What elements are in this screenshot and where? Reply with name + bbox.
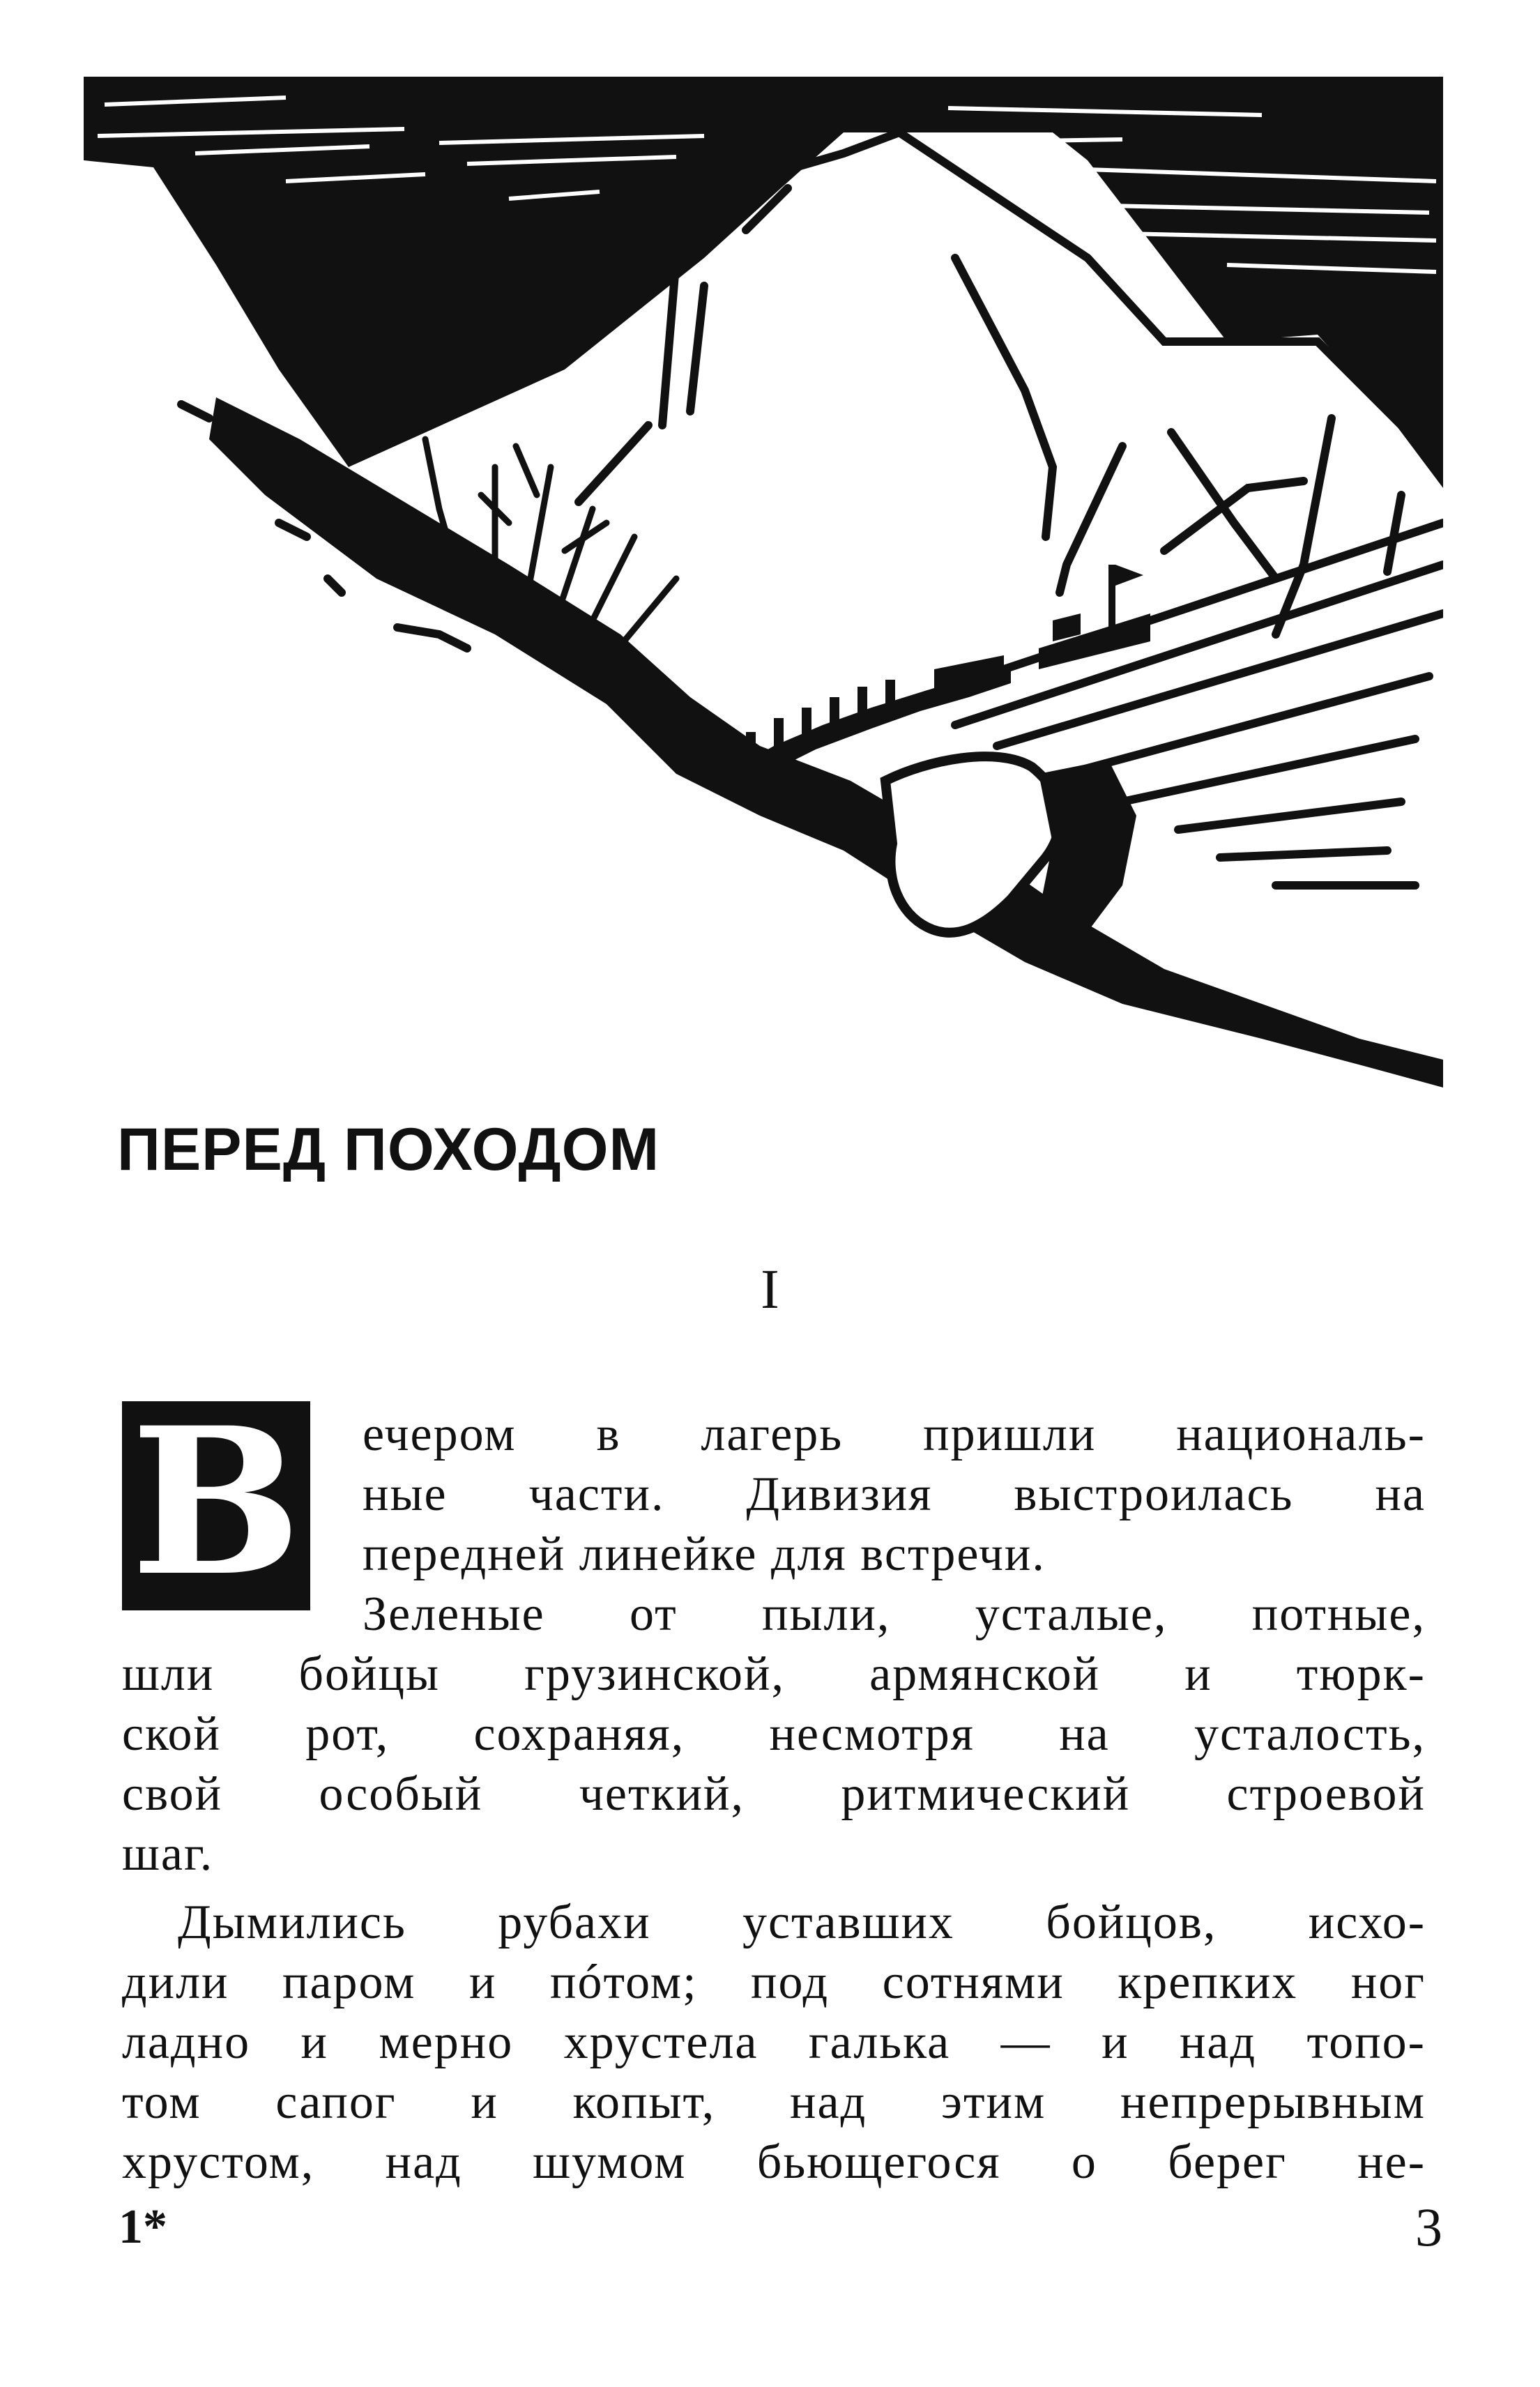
text-line: Зеленые от пыли, усталые, потные, bbox=[363, 1587, 1426, 1641]
text-line: Дымились рубахи уставших бойцов, исхо- bbox=[178, 1896, 1426, 1949]
text-line: хрустом, над шумом бьющегося о берег не- bbox=[122, 2135, 1426, 2189]
text-line: свой особый четкий, ритмический строевой bbox=[122, 1767, 1426, 1821]
drop-cap-letter: В bbox=[130, 1401, 302, 1610]
text-line: передней линейке для встречи. bbox=[363, 1527, 1046, 1581]
text-line: дили паром и пóтом; под сотнями крепких ног bbox=[122, 1955, 1426, 2009]
section-number: I bbox=[761, 1259, 779, 1320]
text-line: шаг. bbox=[122, 1827, 214, 1881]
chapter-title: ПЕРЕД ПОХОДОМ bbox=[117, 1116, 660, 1183]
drop-cap bbox=[122, 1401, 310, 1610]
text-line: ные части. Дивизия выстроилась на bbox=[363, 1467, 1426, 1521]
night-sky bbox=[84, 77, 1443, 488]
text-line: шли бойцы грузинской, армянской и тюрк- bbox=[122, 1647, 1426, 1701]
rock-shadow bbox=[1039, 760, 1136, 941]
text-line: ечером в лагерь пришли националь- bbox=[363, 1408, 1426, 1461]
mountain-illustration bbox=[77, 77, 1443, 1088]
text-line: ской рот, сохраняя, несмотря на усталость, bbox=[122, 1707, 1426, 1761]
text-line: том сапог и копыт, над этим непрерывным bbox=[122, 2075, 1426, 2129]
signature-mark: 1* bbox=[119, 2200, 167, 2254]
page-number: 3 bbox=[1415, 2197, 1442, 2257]
text-line: ладно и мерно хрустела галька — и над топо- bbox=[122, 2015, 1426, 2069]
